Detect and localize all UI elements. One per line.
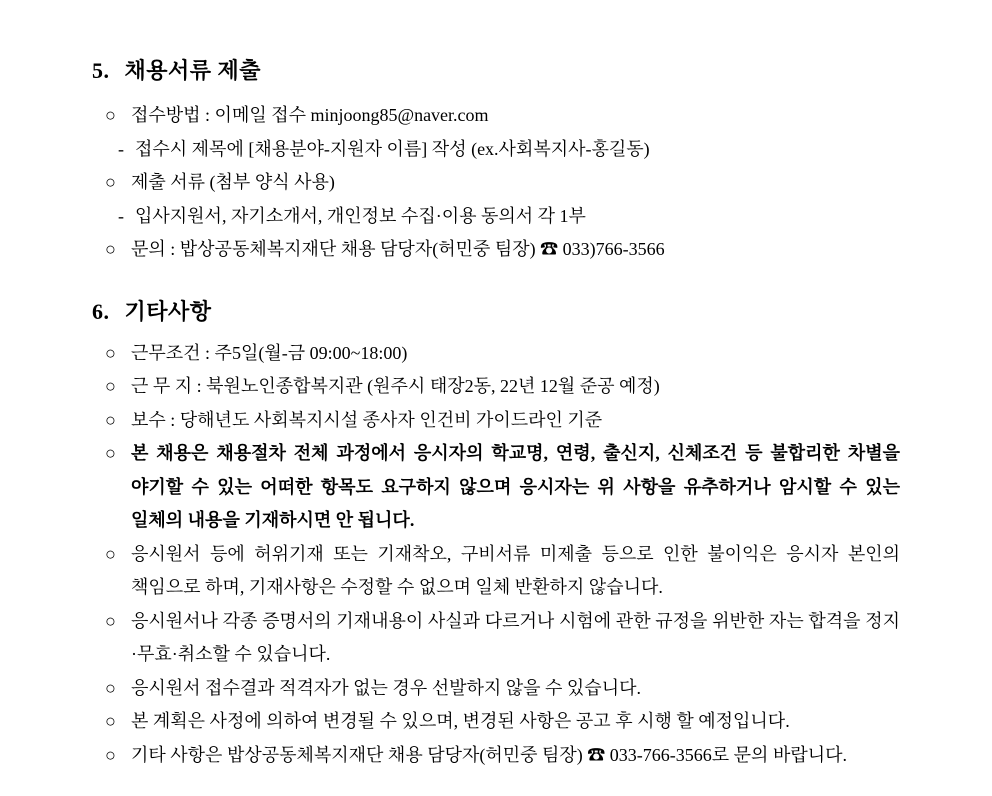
- section-5-items: [105, 99, 900, 267]
- section-6-title: [92, 298, 900, 326]
- circle-bullet-marker: ○: [105, 543, 116, 564]
- circle-bullet-marker: ○: [105, 105, 116, 125]
- item-plan-change-text: 본 계획은 사정에 의하여 변경될 수 있으며, 변경된 사항은 공고 후 시행 할 예정입니다.: [131, 711, 790, 731]
- section-application-documents: [0, 57, 992, 267]
- item-pay-text: 보수 : 당해년도 사회복지시설 종사자 인건비 가이드라인 기준: [131, 409, 603, 430]
- item-violation-cancellation: [105, 605, 900, 672]
- item-submission-documents: [105, 166, 900, 200]
- dash-bullet-marker: -: [118, 138, 124, 159]
- item-work-place-text: 근 무 지 : 북원노인종합복지관 (원주시 태장2동, 22년 12월 준공 예정): [131, 376, 660, 396]
- item-inquiry-contact: [105, 233, 900, 267]
- item-no-qualified-applicant-text: 응시원서 접수결과 적격자가 없는 경우 선발하지 않을 수 있습니다.: [131, 677, 641, 698]
- item-document-list-text: 입사지원서, 자기소개서, 개인정보 수집·이용 동의서 각 1부: [135, 205, 586, 226]
- item-subject-format-text: 접수시 제목에 [채용분야-지원자 이름] 작성 (ex.사회복지사-홍길동): [135, 138, 650, 159]
- section-6-number: 6.: [92, 298, 110, 324]
- item-violation-cancellation-text: 응시원서나 각종 증명서의 기재내용이 사실과 다르거나 시험에 관한 규정을 위반한 자는 합격을 정지·무효·취소할 수 있습니다.: [131, 610, 900, 664]
- circle-bullet-marker: ○: [105, 342, 116, 363]
- circle-bullet-marker: ○: [105, 443, 116, 463]
- section-5-heading-text: 채용서류 제출: [124, 58, 262, 83]
- item-other-inquiries-text: 기타 사항은 밥상공동체복지재단 채용 담당자(허민중 팀장) ☎ 033-766-3566로 문의 바랍니다.: [131, 744, 848, 765]
- section-5-title: [92, 57, 900, 85]
- item-work-place: [105, 370, 900, 404]
- item-false-statement-liability-text: 응시원서 등에 허위기재 또는 기재착오, 구비서류 미제출 등으로 인한 불이익은 응시자 본인의 책임으로 하며, 기재사항은 수정할 수 없으며 일체 반환하지 않습니다.: [131, 543, 900, 597]
- circle-bullet-marker: ○: [105, 172, 116, 192]
- item-reception-method-text: 접수방법 : 이메일 접수 minjoong85@naver.com: [131, 105, 489, 125]
- circle-bullet-marker: ○: [105, 711, 116, 731]
- circle-bullet-marker: ○: [105, 610, 116, 631]
- item-reception-method: [105, 99, 900, 133]
- section-6-items: [105, 337, 900, 773]
- section-6-heading-text: 기타사항: [124, 298, 212, 324]
- circle-bullet-marker: ○: [105, 376, 116, 396]
- item-no-discrimination-notice-text: 본 채용은 채용절차 전체 과정에서 응시자의 학교명, 연령, 출신지, 신체조건 등 불합리한 차별을 야기할 수 있는 어떠한 항목도 요구하지 않으며 응시자는 위 사항을 유추하거나 암시할 수 있는 일체의 내용을 기재하시면 안 됩니다.: [131, 443, 900, 530]
- circle-bullet-marker: ○: [105, 744, 116, 765]
- circle-bullet-marker: ○: [105, 409, 116, 430]
- item-submission-documents-text: 제출 서류 (첨부 양식 사용): [131, 172, 335, 192]
- section-other-matters: [0, 298, 992, 773]
- item-work-conditions-text: 근무조건 : 주5일(월-금 09:00~18:00): [131, 342, 408, 363]
- section-5-number: 5.: [92, 58, 110, 83]
- item-no-discrimination-notice: [105, 437, 900, 538]
- circle-bullet-marker: ○: [105, 677, 116, 698]
- item-plan-change: [105, 705, 900, 739]
- item-other-inquiries: [105, 739, 900, 773]
- item-inquiry-contact-text: 문의 : 밥상공동체복지재단 채용 담당자(허민중 팀장) ☎ 033)766-3566: [131, 239, 665, 259]
- item-subject-format: [118, 133, 900, 167]
- item-pay: [105, 404, 900, 438]
- dash-bullet-marker: -: [118, 205, 124, 226]
- item-document-list: [118, 200, 900, 234]
- item-false-statement-liability: [105, 538, 900, 605]
- item-work-conditions: [105, 337, 900, 371]
- item-no-qualified-applicant: [105, 672, 900, 706]
- circle-bullet-marker: ○: [105, 239, 116, 259]
